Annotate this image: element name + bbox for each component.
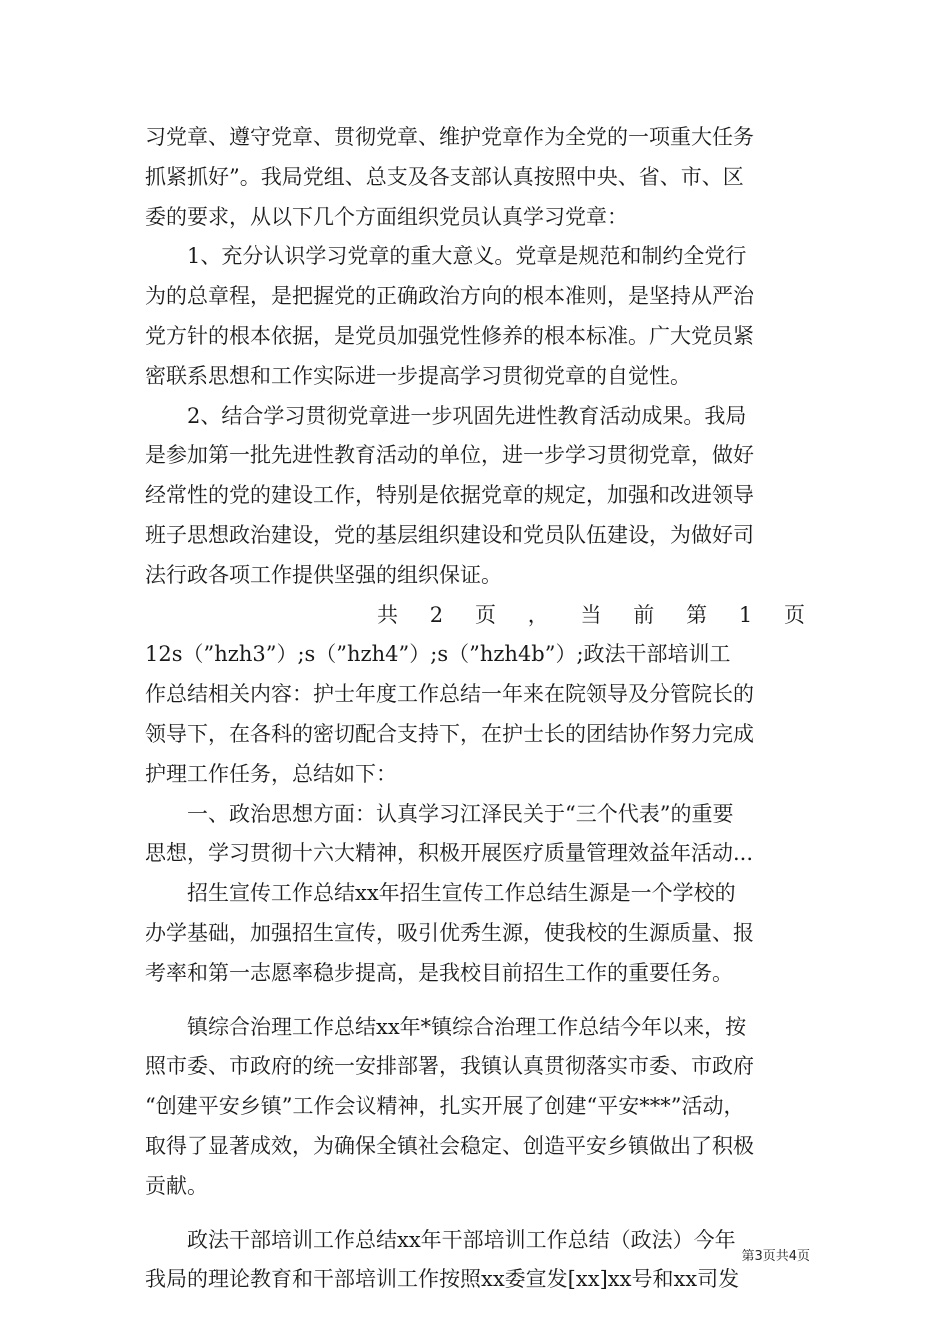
text-line: 是参加第一批先进性教育活动的单位，进一步学习贯彻党章，做好 [145,443,754,468]
page-counter-char: 2 [429,602,444,627]
text-line: 密联系思想和工作实际进一步提高学习贯彻党章的自觉性。 [145,363,691,388]
page-counter-char: 共 [377,602,398,627]
text-line: 照市委、市政府的统一安排部署，我镇认真贯彻落实市委、市政府 [145,1054,754,1079]
text-line: 贡献。 [145,1173,208,1198]
page-counter-char: 当 [580,602,602,627]
paragraph-2-line: 2、结合学习贯彻党章进一步巩固先进性教育活动成果。我局 [187,403,747,428]
text-line: 12s（”hzh3”）;s（”hzh4”）;s（”hzh4b”）;政法干部培训工 [145,642,731,667]
text-line: 为的总章程，是把握党的正确政治方向的根本准则，是坚持从严治 [145,284,754,309]
text-line: 思想，学习贯彻十六大精神，积极开展医疗质量管理效益年活动... [145,841,754,866]
text-line: 作总结相关内容：护士年度工作总结一年来在院领导及分管院长的 [145,682,754,707]
text-line: 委的要求，从以下几个方面组织党员认真学习党章： [145,204,628,229]
paragraph-6-line: 政法干部培训工作总结xx年干部培训工作总结（政法）今年 [187,1227,736,1252]
page-counter-char: 第 [686,602,708,627]
text-line: 办学基础，加强招生宣传，吸引优秀生源，使我校的生源质量、报 [145,920,754,945]
page-counter-char: 页 [474,602,496,627]
text-line: 取得了显著成效，为确保全镇社会稳定、创造平安乡镇做出了积极 [145,1133,754,1158]
paragraph-5-line: 镇综合治理工作总结xx年*镇综合治理工作总结今年以来，按 [187,1014,747,1039]
page-counter-line [145,596,805,636]
text-line: 领导下，在各科的密切配合支持下，在护士长的团结协作努力完成 [145,721,754,746]
text-line: 护理工作任务，总结如下： [145,761,397,786]
text-line: 经常性的党的建设工作，特别是依据党章的规定，加强和改进领导 [145,483,754,508]
text-line: 班子思想政治建设，党的基层组织建设和党员队伍建设，为做好司 [145,522,754,547]
paragraph-1-line: 1、充分认识学习党章的重大意义。党章是规范和制约全党行 [187,244,747,269]
text-line: 考率和第一志愿率稳步提高，是我校目前招生工作的重要任务。 [145,960,733,985]
text-line: “创建平安乡镇”工作会议精神，扎实开展了创建“平安***”活动， [145,1094,745,1119]
text-line: 法行政各项工作提供坚强的组织保证。 [145,562,502,587]
text-line: 党方针的根本依据，是党员加强党性修养的根本标准。广大党员紧 [145,323,754,348]
page-counter-char: 前 [633,602,655,627]
text-line: 我局的理论教育和干部培训工作按照xx委宣发[xx]xx号和xx司发 [145,1267,740,1292]
page-counter-char: ， [527,602,549,627]
paragraph-3-line: 一、政治思想方面：认真学习江泽民关于“三个代表”的重要 [187,801,734,826]
document-body [145,118,805,1300]
page-counter-char: 页 [784,602,805,627]
page-counter-char: 1 [738,602,753,627]
page-footer: 第3页共4页 [741,1249,810,1264]
text-line: 习党章、遵守党章、贯彻党章、维护党章作为全党的一项重大任务 [145,125,754,149]
paragraph-4-line: 招生宣传工作总结xx年招生宣传工作总结生源是一个学校的 [187,881,736,906]
text-line: 抓紧抓好”。我局党组、总支及各支部认真按照中央、省、市、区 [145,164,744,189]
